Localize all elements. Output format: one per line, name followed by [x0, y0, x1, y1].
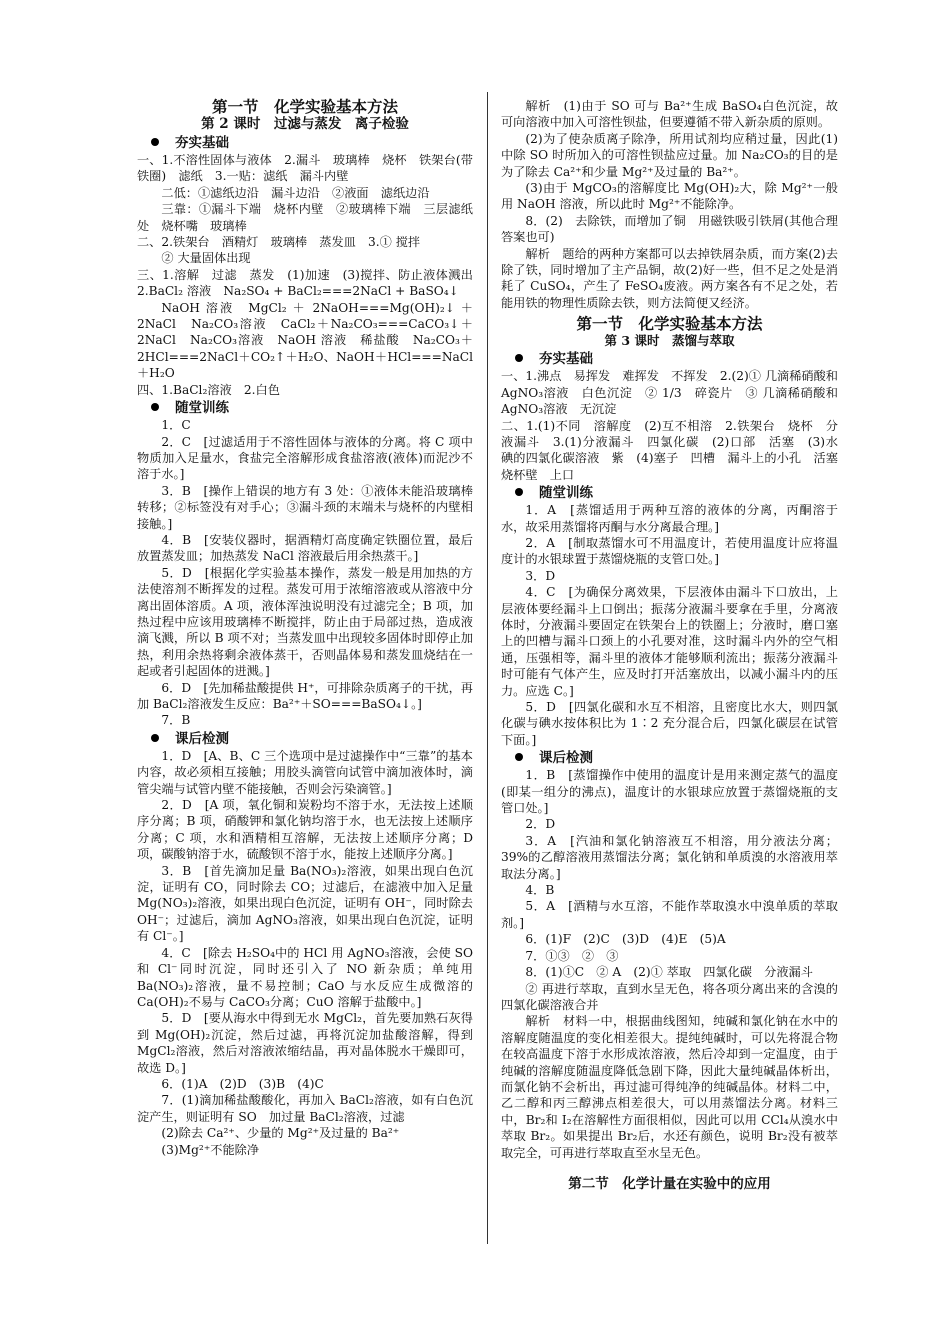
answer-item: 4．B [安装仪器时，据酒精灯高度确定铁圈位置，最后放置蒸发皿；加热蒸发 NaCl 溶液最后用余热蒸干。] — [137, 532, 473, 564]
answer-item: 4．B — [525, 883, 555, 898]
answer-item: ② 再进行萃取，直到水呈无色，将各项分离出来的含溴的四氯化碳溶液合并 — [501, 981, 838, 1012]
answer-item: 4．C [为确保分离效果，下层液体由漏斗下口放出，上层液体要经漏斗上口倒出；振荡分液漏斗要拿在手里，分离液体时，分液漏斗要固定在铁架台上的铁圈上；分液时，磨口塞上的凹槽与漏斗口颈上的小孔要对准，这时漏斗内外的空气相通，压强相等，漏斗里的液体才能够顺利流出；振荡分液漏斗时可能有气体产生，应及时打开活塞放出，以减小漏斗内的压力。应选 C。] — [501, 585, 838, 698]
section-title: 第一节 化学实验基本方法 — [211, 97, 398, 116]
answer-line: 二、1.(1)不同 溶解度 (2)互不相溶 2.铁架台 烧杯 分液漏斗 3.(1)分液漏斗 四氯化碳 (2)口部 活塞 (3)水 碘的四氯化碳溶液 紫 (4)塞子 凹槽 漏斗上的小孔 活塞 烧杯壁 上口 — [501, 418, 851, 482]
answer-item: 8．(1)①C ② A (2)① 萃取 四氯化碳 分液漏斗 — [525, 965, 813, 980]
answer-item: 3．B [操作上错误的地方有 3 处：①液体未能沿玻璃棒转移；②标签没有对手心；③漏斗颈的末端未与烧杯的内壁相接触。] — [137, 483, 473, 531]
answer-line: 三、1.溶解 过滤 蒸发 (1)加速 (3)搅拌、防止液体溅出 2.BaCl₂ 溶液 Na₂SO₄ + BaCl₂===2NaCl + BaSO₄↓ — [137, 267, 486, 299]
answer-item: 6．(1)F (2)C (3)D (4)E (5)A — [525, 932, 726, 947]
answer-item: 8．(2) 去除铁，而增加了铜 用磁铁吸引铁屑(其他合理答案也可) — [501, 213, 838, 245]
answer-item: 3．D — [525, 568, 556, 583]
analysis-paragraph: 解析 (1)由于 SO 可与 Ba²⁺生成 BaSO₄白色沉淀，故可向溶液中加入可溶性钡盐，但要遵循不带入新杂质的原则。 — [501, 99, 838, 130]
answer-item: 2．D [A 项，氧化铜和炭粉均不溶于水，无法按上述顺序分离；B 项，硝酸钾和氯化钠均溶于水，也无法按上述顺序分离；C 项，水和酒精相互溶解，无法按上述顺序分离；D 项，碳酸钠溶于水，硫酸钡不溶于水，能按上述顺序分离。] — [137, 798, 473, 862]
heading-classroom: 随堂训练 — [501, 484, 838, 502]
bullet-icon — [515, 354, 523, 362]
answer-item: 1．A [蒸馏适用于两种互溶的液体的分离，丙酮溶于水，故采用蒸馏将丙酮与水分离最合理。] — [501, 503, 838, 534]
answer-item: 1．D [A、B、C 三个选项中是过滤操作中“三靠”的基本内容，故必须相互接触；用胶头滴管向试管中滴加液体时，滴管尖端与试管内壁不能接触，否则会污染滴管。] — [137, 748, 473, 796]
answer-item: 6．(1)A (2)D (3)B (4)C — [161, 1076, 324, 1091]
answer-item: 3．B [首先滴加足量 Ba(NO₃)₂溶液，如果出现白色沉淀，证明有 CO，同时除去 CO；过滤后，在滤液中加入足量 Mg(NO₃)₂溶液，如果出现白色沉淀，证明有 OH⁻，同时除去 OH⁻；过滤后，滴加 AgNO₃溶液，如果出现白色沉淀，证明有 Cl⁻。] — [137, 863, 473, 944]
answer-item: (2)除去 Ca²⁺、少量的 Mg²⁺及过量的 Ba²⁺ — [161, 1126, 400, 1141]
analysis-paragraph: 解析 题给的两种方案都可以去掉铁屑杂质，而方案(2)去除了铁，同时增加了主产品铜，故(2)好一些，但不足之处是消耗了 CuSO₄，产生了 FeSO₄废液。两方案各有不足之处，若能用铁的物理性质除去铁，则方法简便又经济。 — [501, 246, 838, 310]
heading-homework: 课后检测 — [137, 730, 473, 748]
heading-homework: 课后检测 — [501, 749, 838, 767]
answer-line: 一、1.沸点 易挥发 难挥发 不挥发 2.(2)① 几滴稀硝酸和 AgNO₃溶液 白色沉淀 ② 1/3 碎瓷片 ③ 几滴稀硝酸和 AgNO₃溶液 无沉淀 — [501, 369, 838, 417]
heading-classroom: 随堂训练 — [137, 399, 473, 417]
next-section-title: 第二节 化学计量在实验中的应用 — [568, 1175, 771, 1192]
bullet-icon — [515, 753, 523, 761]
answer-item: 6．D [先加稀盐酸提供 H⁺，可排除杂质离子的干扰，再加 BaCl₂溶液发生反应：Ba²⁺＋SO===BaSO₄↓。] — [137, 680, 473, 711]
right-column — [501, 98, 851, 1193]
answer-item: 5．D [根据化学实验基本操作，蒸发一般是用加热的方法使溶剂不断挥发的过程。蒸发可用于浓缩溶液或从溶液中分离出固体溶质。A 项，液体浑浊说明没有过滤完全；B 项，加热过程中应该用玻璃棒不断搅拌，防止由于局部过热，造成液滴飞溅，所以 B 项不对；当蒸发皿中出现较多固体时即停止加热，利用余热将剩余液体蒸干，否则晶体易和蒸发皿烧结在一起或者引起固体的迸溅。] — [137, 565, 473, 679]
heading-basics: 夯实基础 — [137, 134, 473, 152]
answer-item: (3)Mg²⁺不能除净 — [161, 1142, 260, 1157]
bullet-icon — [151, 734, 159, 742]
analysis-paragraph: (2)为了使杂质离子除净，所用试剂均应稍过量，因此(1)中除 SO 时所加入的可溶性钡盐应过量。加 Na₂CO₃的目的是为了除去 Ca²⁺和少量 Mg²⁺及过量的 Ba²⁺。 — [501, 131, 838, 179]
answer-item: 5．A [酒精与水互溶，不能作萃取溴水中溴单质的萃取剂。] — [501, 899, 838, 930]
answer-item: 5．D [四氯化碳和水互不相溶，且密度比水大，则四氯化碳与碘水按体积比为 1∶2 充分混合后，四氯化碳层在试管下面。] — [501, 700, 838, 747]
answer-item: 1．C — [161, 418, 191, 433]
left-column — [137, 97, 486, 1158]
bullet-icon — [515, 488, 523, 496]
bullet-icon — [151, 403, 159, 411]
answer-line: ② 大量固体出现 — [161, 251, 251, 266]
bullet-icon — [151, 138, 159, 146]
answer-line: NaOH 溶液 MgCl₂ ＋ 2NaOH===Mg(OH)₂↓ ＋ 2NaCl Na₂CO₃溶液 CaCl₂＋Na₂CO₃===CaCO₃↓＋2NaCl Na₂CO₃溶液 NaOH 溶液 稀盐酸 Na₂CO₃＋2HCl===2NaCl＋CO₂↑＋H₂O、NaOH＋HCl===NaCl＋H₂O — [137, 300, 473, 381]
answer-line: 二、2.铁架台 酒精灯 玻璃棒 蒸发皿 3.① 搅拌 — [137, 235, 421, 250]
answer-item: 3．A [汽油和氯化钠溶液互不相溶，用分液法分离；39%的乙醇溶液用蒸馏法分离；氯化钠和单质溴的水溶液用萃取法分离。] — [501, 833, 838, 881]
answer-item: 7．B — [161, 713, 191, 728]
heading-basics: 夯实基础 — [501, 350, 838, 368]
answer-item: 4．C [除去 H₂SO₄中的 HCl 用 AgNO₃溶液，会使 SO 和 Cl⁻同时沉淀，同时还引入了 NO 新杂质；单纯用 Ba(NO₃)₂溶液，量不易控制；CaO 与水反应生成微溶的 Ca(OH)₂不易与 CaCO₃分离；CuO 溶解于盐酸中。] — [137, 945, 473, 1009]
lesson-subtitle: 第 3 课时 蒸馏与萃取 — [604, 333, 735, 349]
answer-line: 三靠：①漏斗下端 烧杯内壁 ②玻璃棒下端 三层滤纸处 烧杯嘴 玻璃棒 — [137, 202, 473, 233]
analysis-paragraph: 解析 材料一中，根据曲线图知，纯碱和氯化钠在水中的溶解度随温度的变化相差很大。提纯纯碱时，可以先将混合物在较高温度下溶于水形成浓溶液，然后冷却到一定温度，由于纯碱的溶解度随温度降低急剧下降，因此大量纯碱晶体析出，而氯化钠不会析出，再过滤可得纯净的纯碱晶体。材料二中，乙二醇和丙三醇沸点相差很大，可以用蒸馏法分离。材料三中，Br₂和 I₂在溶解性方面很相似，因此可以用 CCl₄从溴水中萃取 Br₂。如果提出 Br₂后，水还有颜色，说明 Br₂没有被萃取完全，可再进行萃取直至水呈无色。 — [501, 1014, 838, 1160]
answer-line: 四、1.BaCl₂溶液 2.白色 — [137, 382, 280, 397]
section-title: 第一节 化学实验基本方法 — [576, 314, 763, 334]
answer-item: 2．C [过滤适用于不溶性固体与液体的分离。将 C 项中物质加入足量水，食盐完全溶解形成食盐溶液(液体)而泥沙不溶于水。] — [137, 434, 473, 482]
answer-item: 7．(1)滴加稀盐酸酸化，再加入 BaCl₂溶液，如有白色沉淀产生，则证明有 SO 加过量 BaCl₂溶液，过滤 — [137, 1093, 473, 1124]
lesson-subtitle: 第 2 课时 过滤与蒸发 离子检验 — [201, 116, 409, 132]
answer-item: 2．D — [525, 817, 556, 832]
column-divider — [487, 92, 488, 1244]
answer-line: 二低：①滤纸边沿 漏斗边沿 ②液面 滤纸边沿 — [161, 185, 430, 200]
answer-item: 1．B [蒸馏操作中使用的温度计是用来测定蒸气的温度(即某一组分的沸点)，温度计的水银球应放置于蒸馏烧瓶的支管口处。] — [501, 768, 838, 816]
answer-item: 7．①③ ② ③ — [525, 948, 619, 963]
answer-item: 2．A [制取蒸馏水可不用温度计，若使用温度计应将温度计的水银球置于蒸馏烧瓶的支管口处。] — [501, 535, 838, 567]
analysis-paragraph: (3)由于 MgCO₃的溶解度比 Mg(OH)₂大，除 Mg²⁺一般用 NaOH 溶液，所以此时 Mg²⁺不能除净。 — [501, 181, 838, 212]
answer-line: 一、1.不溶性固体与液体 2.漏斗 玻璃棒 烧杯 铁架台(带铁圈) 滤纸 3.一贴：滤纸 漏斗内壁 — [137, 153, 473, 184]
answer-item: 5．D [要从海水中得到无水 MgCl₂，首先要加熟石灰得到 Mg(OH)₂沉淀，然后过滤，再将沉淀加盐酸溶解，得到 MgCl₂溶液，然后对溶液浓缩结晶，再对晶体脱水干燥即可，故选 D。] — [137, 1011, 473, 1075]
